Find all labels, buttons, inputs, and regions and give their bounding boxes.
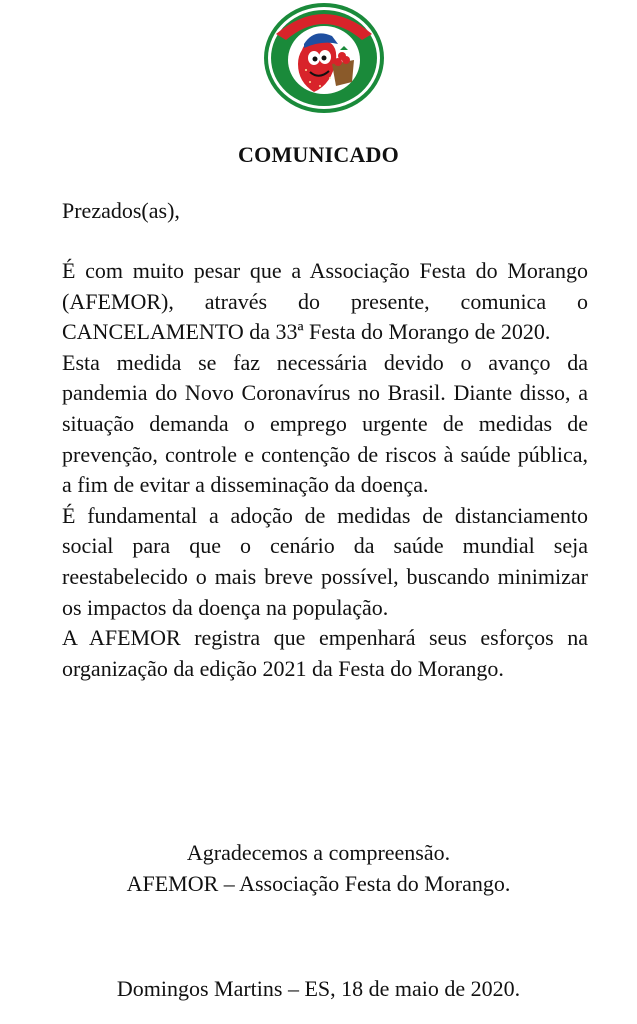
afemor-logo [262,0,386,114]
paragraph-social-distancing: É fundamental a adoção de medidas de distanciamento social para que o cenário da saúde mundial seja reestabelecido o mais breve possível, buscando minimizar os impactos da doença na população. [62,502,588,620]
place-date: Domingos Martins – ES, 18 de maio de 2020. [116,976,521,1001]
paragraph-cancellation: É com muito pesar que a Associação Festa do Morango (AFEMOR), através do presente, comunica o CANCELAMENTO da 33ª Festa do Morango de 2020. [62,258,588,345]
greeting: Prezados(as), [62,198,180,223]
closing-thanks: Agradecemos a compreensão. [186,840,451,865]
document-title: COMUNICADO [238,142,399,167]
closing [0,838,637,899]
closing-signature: AFEMOR – Associação Festa do Morango. [126,870,511,896]
document-body [62,256,588,684]
paragraph-pandemic: Esta medida se faz necessária devido o avanço da pandemia do Novo Coronavírus no Brasil. Diante disso, a situação demanda o emprego urgente de medidas de prevenção, controle e contenção de riscos à saúde pública, a fim de evitar a disseminação da doença. [62,349,588,498]
paragraph-next-edition: A AFEMOR registra que empenhará seus esforços na organização da edição 2021 da Festa do Morango. [62,625,588,681]
